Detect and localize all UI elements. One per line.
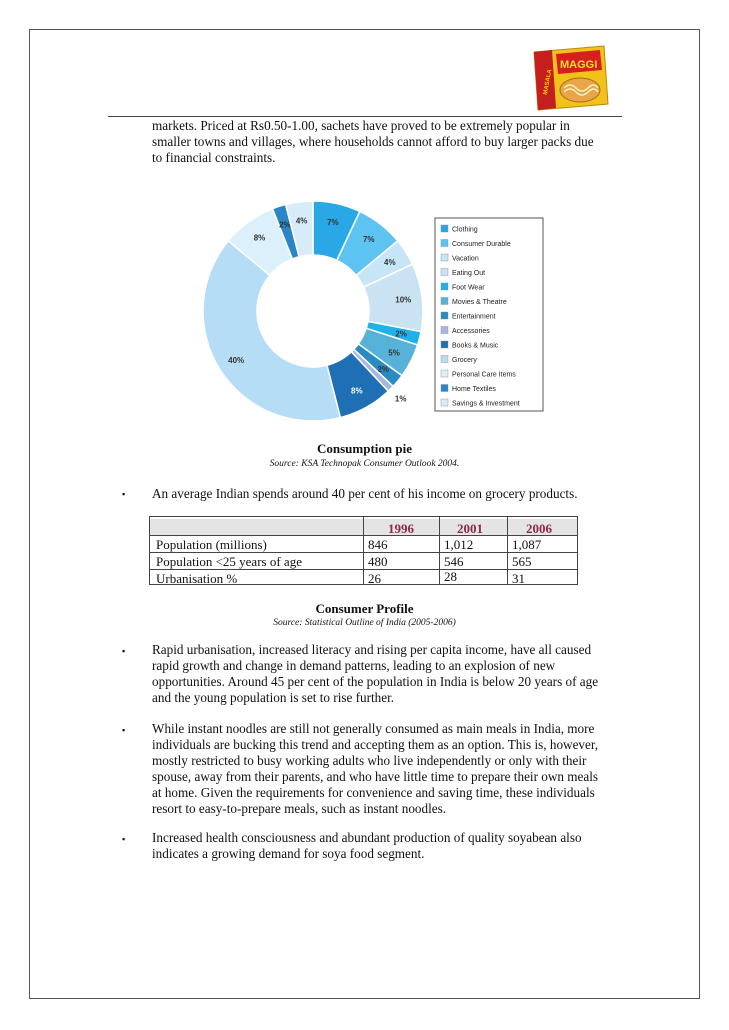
text-line: and the young population is set to rise further. bbox=[152, 689, 395, 705]
legend-swatch bbox=[441, 327, 448, 334]
text-line: Increased health consciousness and abundant production of quality soyabean also bbox=[152, 830, 582, 845]
text-line: spouse, away from their parents, and who have little time to prepare their own meals bbox=[152, 768, 599, 784]
table-source: Source: Statistical Outline of India (2005-2006) bbox=[273, 618, 456, 628]
legend-entry: Grocery bbox=[452, 357, 477, 364]
slice-label: 2% bbox=[279, 220, 291, 230]
slice-label: 8% bbox=[253, 233, 266, 243]
row-label: Urbanisation % bbox=[156, 571, 238, 586]
legend-swatch bbox=[441, 341, 448, 348]
row-label: Population <25 years of age bbox=[156, 554, 302, 569]
row-value: 480 bbox=[368, 554, 388, 569]
noodle-pack-icon bbox=[530, 44, 610, 112]
bullet-icon: ▪ bbox=[122, 725, 126, 735]
legend-entry: Eating Out bbox=[452, 270, 486, 277]
legend-entry: Savings & Investment bbox=[452, 400, 520, 408]
text-line: indicates a growing demand for soya food segment. bbox=[152, 845, 425, 861]
legend-swatch bbox=[441, 269, 448, 276]
legend-swatch bbox=[441, 356, 448, 363]
text-line: smaller towns and villages, where households cannot afford to buy larger packs due bbox=[152, 133, 594, 149]
row-value: 26 bbox=[368, 571, 381, 586]
text-line: markets. Priced at Rs0.50-1.00, sachets have proved to be extremely popular in bbox=[152, 118, 570, 133]
legend-entry: Books & Music bbox=[452, 342, 499, 350]
legend-entry: Movies & Theatre bbox=[452, 299, 507, 306]
logo-sub-text: MASALA bbox=[542, 68, 554, 96]
table-caption: Consumer Profile bbox=[315, 601, 414, 616]
header-rule bbox=[108, 116, 622, 117]
legend-entry: Personal Care Items bbox=[452, 371, 516, 379]
bullet-icon: ▪ bbox=[122, 646, 126, 656]
legend-entry: Clothing bbox=[452, 226, 478, 234]
text-line: rapid growth and change in demand patterns, leading to an explosion of new bbox=[152, 657, 556, 673]
table-row bbox=[150, 553, 577, 570]
slice-label: 4% bbox=[295, 216, 308, 226]
row-label: Population (millions) bbox=[156, 537, 267, 552]
bullet-paragraph bbox=[152, 721, 598, 816]
consumer-profile-table bbox=[149, 516, 578, 585]
bullet-paragraph bbox=[152, 642, 598, 706]
bullet-paragraph bbox=[152, 486, 578, 502]
row-value: 28 bbox=[444, 569, 457, 584]
legend-swatch bbox=[441, 370, 448, 377]
table-row bbox=[150, 570, 577, 587]
row-value: 1,087 bbox=[512, 537, 542, 552]
legend-swatch bbox=[441, 283, 448, 290]
table-header-year: 1996 bbox=[388, 521, 414, 536]
intro-paragraph bbox=[152, 118, 594, 166]
slice-label: 40% bbox=[228, 355, 245, 365]
row-value: 546 bbox=[444, 554, 464, 569]
legend-entry: Entertainment bbox=[452, 313, 496, 321]
text-line: While instant noodles are still not generally consumed as main meals in India, more bbox=[152, 721, 595, 736]
bullet-paragraph bbox=[152, 830, 582, 862]
legend-entry: Foot Wear bbox=[452, 284, 485, 292]
text-line: resort to easy-to-prepare meals, such as instant noodles. bbox=[152, 800, 447, 816]
legend-swatch bbox=[441, 399, 448, 406]
bullet-icon: ▪ bbox=[122, 834, 126, 844]
table-header-year: 2006 bbox=[526, 521, 552, 536]
slice-label: 7% bbox=[327, 218, 339, 228]
legend-entry: Accessories bbox=[452, 328, 490, 335]
text-line: to financial constraints. bbox=[152, 149, 276, 165]
slice-label: 4% bbox=[384, 258, 396, 268]
legend-swatch bbox=[441, 298, 448, 305]
legend-entry: Vacation bbox=[452, 255, 479, 263]
legend-swatch bbox=[441, 254, 448, 261]
slice-label: 2% bbox=[395, 329, 407, 339]
row-value: 565 bbox=[512, 554, 532, 569]
slice-label: 2% bbox=[377, 365, 389, 375]
legend-swatch bbox=[441, 240, 448, 247]
table-row bbox=[150, 536, 577, 553]
row-value: 846 bbox=[368, 537, 388, 552]
logo-text: MAGGI bbox=[560, 59, 598, 71]
chart-source: Source: KSA Technopak Consumer Outlook 2004. bbox=[269, 459, 460, 469]
text-line: at home. Given the requirements for convenience and saving time, these individuals bbox=[152, 784, 595, 800]
bullet-icon: ▪ bbox=[122, 489, 126, 499]
text-line: mostly restricted to busy working adults who live independently or only with their bbox=[152, 752, 587, 768]
legend-swatch bbox=[441, 225, 448, 232]
text-line: individuals are bucking this trend and accepting them as an option. This is, however, bbox=[152, 736, 599, 752]
legend-entry: Consumer Durable bbox=[452, 241, 511, 248]
row-value: 1,012 bbox=[444, 537, 474, 552]
slice-label: 5% bbox=[388, 348, 400, 358]
legend-swatch bbox=[441, 312, 448, 319]
legend-swatch bbox=[441, 385, 448, 392]
row-value: 31 bbox=[512, 571, 525, 586]
text-line: An average Indian spends around 40 per cent of his income on grocery products. bbox=[152, 486, 578, 501]
consumption-pie-chart bbox=[195, 200, 555, 420]
slice-label: 7% bbox=[362, 235, 375, 245]
slice-label: 10% bbox=[395, 295, 412, 305]
text-line: Rapid urbanisation, increased literacy and rising per capita income, have all caused bbox=[152, 642, 592, 657]
slice-label: 1% bbox=[394, 394, 407, 404]
legend-entry: Home Textiles bbox=[452, 386, 496, 393]
table-header-year: 2001 bbox=[457, 521, 483, 536]
slice-label: 8% bbox=[351, 386, 363, 396]
text-line: opportunities. Around 45 per cent of the population in India is below 20 years of age bbox=[152, 673, 599, 689]
chart-caption: Consumption pie bbox=[317, 441, 412, 456]
